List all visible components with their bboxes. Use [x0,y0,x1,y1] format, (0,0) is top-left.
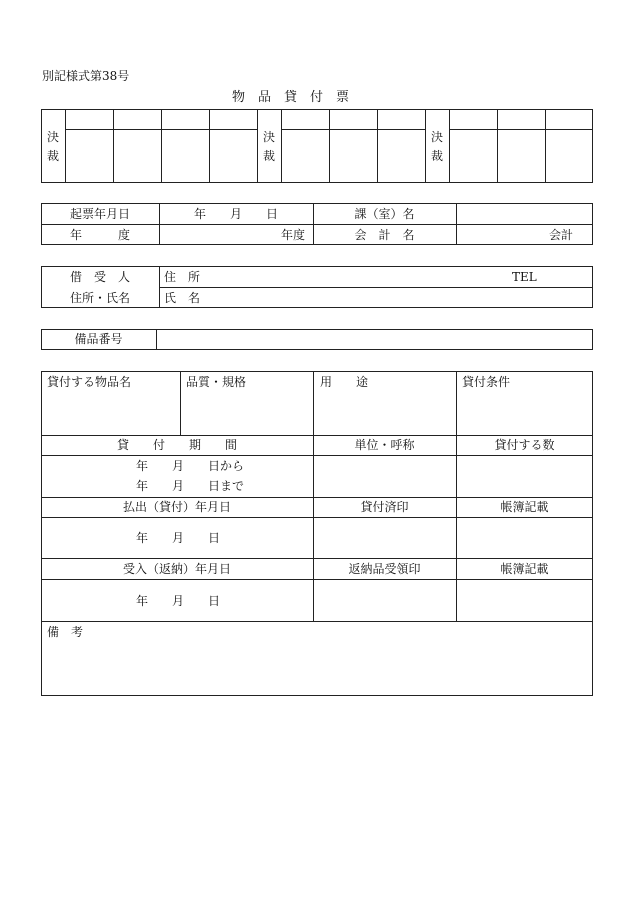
approval-grid-line [497,109,498,183]
main-table-line [180,371,181,435]
main-table-line [41,621,593,622]
approval-grid-line [281,129,425,130]
approval-grid-line [377,109,378,183]
issue-date-value: 年 月 日 [193,207,278,221]
tel-label: TEL [512,270,537,284]
fiscal-year-suffix: 年度 [281,228,306,242]
approval-grid-line [65,109,66,183]
info-table-line [41,224,593,225]
remarks-label: 備 考 [47,625,84,639]
account-label: 会 計 名 [354,228,415,242]
approval-grid [41,109,593,183]
ledger-label: 帳簿記載 [500,500,549,514]
approval-grid-line [113,109,114,183]
section-label: 課（室）名 [354,207,415,221]
borrower-label: 借 受 人 [69,270,130,284]
approval-grid-line [425,109,426,183]
conditions-label: 貸付条件 [462,375,511,389]
name-label: 氏 名 [164,291,201,305]
borrower-sublabel: 住所・氏名 [69,291,130,305]
purpose-label: 用 途 [320,375,369,389]
address-label: 住 所 [164,270,201,284]
main-table-line [313,371,314,621]
quantity-label: 貸付する数 [494,438,555,452]
page-title: 物 品 貸 付 票 [232,90,350,105]
fiscal-year-label: 年 度 [69,228,130,242]
period-from: 年 月 日から [136,459,245,473]
equipment-number-label: 備品番号 [74,332,123,346]
receive-date: 年 月 日 [136,594,221,608]
payout-date: 年 月 日 [136,531,221,545]
approval-grid-line [161,109,162,183]
main-table [41,371,593,696]
account-suffix: 会計 [549,228,574,242]
main-table-line [41,455,593,456]
quality-label: 品質・規格 [186,375,247,389]
approval-label-2: 裁 [431,149,444,163]
main-table-line [41,558,593,559]
main-table-line [456,371,457,621]
approval-label-1: 決 [263,130,276,144]
period-to: 年 月 日まで [136,479,245,493]
info-table-line [456,203,457,245]
approval-grid-line [449,109,450,183]
main-table-line [41,517,593,518]
approval-grid-line [449,129,593,130]
form-number: 別記様式第38号 [42,69,130,83]
equipment-number-line [156,329,157,350]
approval-grid-line [209,109,210,183]
approval-grid-line [329,109,330,183]
ledger-label-2: 帳簿記載 [500,562,549,576]
approval-grid-line [545,109,546,183]
approval-label-2: 裁 [263,149,276,163]
approval-grid-line [257,109,258,183]
approval-label-1: 決 [47,130,60,144]
approval-label-1: 決 [431,130,444,144]
receive-label: 受入（返納）年月日 [122,562,231,576]
approval-label-2: 裁 [47,149,60,163]
approval-grid-line [281,109,282,183]
loaned-stamp-label: 貸付済印 [360,500,409,514]
main-table-line [41,435,593,436]
return-stamp-label: 返納品受領印 [348,562,421,576]
main-table-line [41,497,593,498]
unit-label: 単位・呼称 [354,438,415,452]
payout-label: 払出（貸付）年月日 [122,500,231,514]
main-table-line [41,579,593,580]
item-name-label: 貸付する物品名 [47,375,132,389]
borrower-table-line [159,287,593,288]
period-label: 貸 付 期 間 [116,438,237,452]
issue-date-label: 起票年月日 [69,207,130,221]
